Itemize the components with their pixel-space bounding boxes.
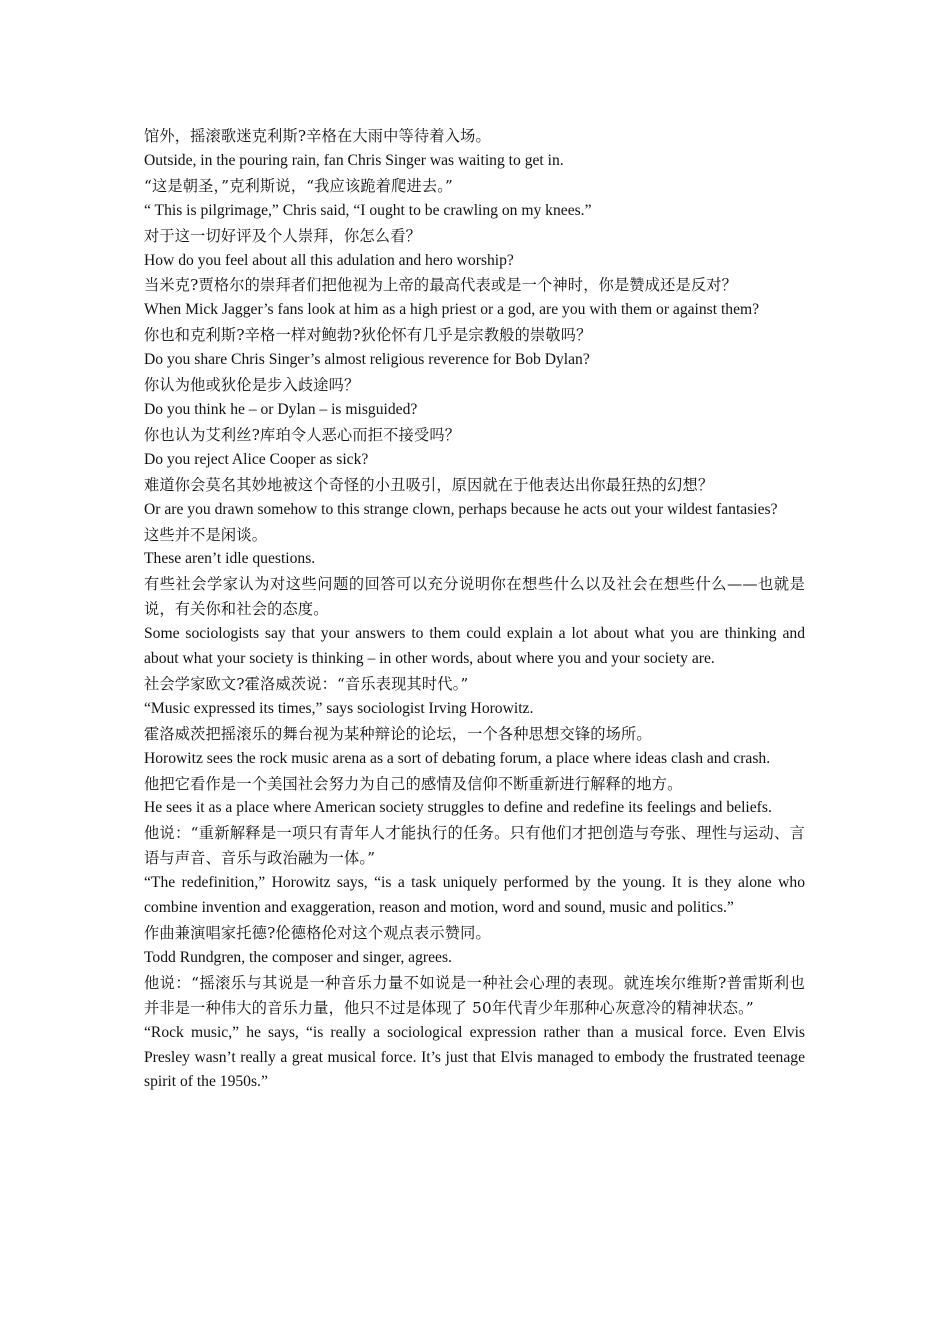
line-zh-13: 他把它看作是一个美国社会努力为自己的感情及信仰不断重新进行解释的地方。 <box>144 774 683 793</box>
line-zh-4: 当米克?贾格尔的崇拜者们把他视为上帝的最高代表或是一个神时，你是赞成还是反对？ <box>144 276 738 295</box>
line-en-15: Todd Rundgren, the composer and singer, agrees. <box>144 948 452 966</box>
line-zh-16: 他说：“摇滚乐与其说是一种音乐力量不如说是一种社会心理的表现。就连埃尔维斯?普雷斯利也并非是一种伟大的音乐力量，他只不过是体现了 50年代青少年那种心灰意冷的精神状态。” <box>144 973 805 1017</box>
line-zh-7: 你也认为艾利丝?库珀令人恶心而拒不接受吗？ <box>144 425 461 444</box>
line-en-11: “Music expressed its times,” says sociologist Irving Horowitz. <box>144 699 534 717</box>
line-zh-10: 有些社会学家认为对这些问题的回答可以充分说明你在想些什么以及社会在想些什么——也就是说，有关你和社会的态度。 <box>144 575 805 619</box>
line-en-5: Do you share Chris Singer’s almost religious reverence for Bob Dylan? <box>144 351 590 369</box>
line-zh-12: 霍洛威茨把摇滚乐的舞台视为某种辩论的论坛，一个各种思想交锋的场所。 <box>144 724 652 743</box>
line-zh-6: 你认为他或狄伦是步入歧途吗？ <box>144 376 360 395</box>
line-en-6: Do you think he – or Dylan – is misguided? <box>144 400 418 418</box>
line-zh-15: 作曲兼演唱家托德?伦德格伦对这个观点表示赞同。 <box>144 924 491 942</box>
line-en-2: “ This is pilgrimage,” Chris said, “I ought to be crawling on my knees.” <box>144 201 592 219</box>
line-en-3: How do you feel about all this adulation and hero worship? <box>144 251 514 269</box>
line-zh-5: 你也和克利斯?辛格一样对鲍勃?狄伦怀有几乎是宗教般的崇敬吗？ <box>144 326 592 345</box>
line-zh-3: 对于这一切好评及个人崇拜，你怎么看？ <box>144 226 421 245</box>
line-en-12: Horowitz sees the rock music arena as a sort of debating forum, a place where ideas clash and crash. <box>144 749 771 767</box>
line-zh-1: 馆外，摇滚歌迷克利斯?辛格在大雨中等待着入场。 <box>144 127 491 145</box>
line-zh-2: “这是朝圣，”克利斯说，“我应该跪着爬进去。” <box>144 176 454 195</box>
line-en-1: Outside, in the pouring rain, fan Chris Singer was waiting to get in. <box>144 151 564 169</box>
line-en-16: “Rock music,” he says, “is really a sociological expression rather than a musical force. Even Elvis Presley wasn’t really a great musical force. It’s just that Elvis managed to embody the frustrated teenage spirit of the 1950s.” <box>144 1023 805 1091</box>
line-en-8: Or are you drawn somehow to this strange clown, perhaps because he acts out your wildest fantasies? <box>144 500 778 518</box>
line-en-10: Some sociologists say that your answers to them could explain a lot about what you are thinking and about what your society is thinking – in other words, about where you and your society are. <box>144 625 805 668</box>
line-zh-8: 难道你会莫名其妙地被这个奇怪的小丑吸引，原因就在于他表达出你最狂热的幻想？ <box>144 475 714 494</box>
line-zh-11: 社会学家欧文?霍洛威茨说：“音乐表现其时代。” <box>144 674 469 693</box>
line-en-13: He sees it as a place where American society struggles to define and redefine its feelings and beliefs. <box>144 799 772 817</box>
line-en-4: When Mick Jagger’s fans look at him as a high priest or a god, are you with them or against them? <box>144 301 760 319</box>
line-en-7: Do you reject Alice Cooper as sick? <box>144 450 369 468</box>
line-en-9: These aren’t idle questions. <box>144 550 316 568</box>
line-zh-9: 这些并不是闲谈。 <box>144 525 268 544</box>
document-body <box>144 124 805 1095</box>
line-zh-14: 他说：“重新解释是一项只有青年人才能执行的任务。只有他们才把创造与夸张、理性与运动、言语与声音、音乐与政治融为一体。” <box>144 824 805 868</box>
line-en-14: “The redefinition,” Horowitz says, “is a task uniquely performed by the young. It is they alone who combine invention and exaggeration, reason and motion, word and sound, music and politics.” <box>144 874 805 917</box>
